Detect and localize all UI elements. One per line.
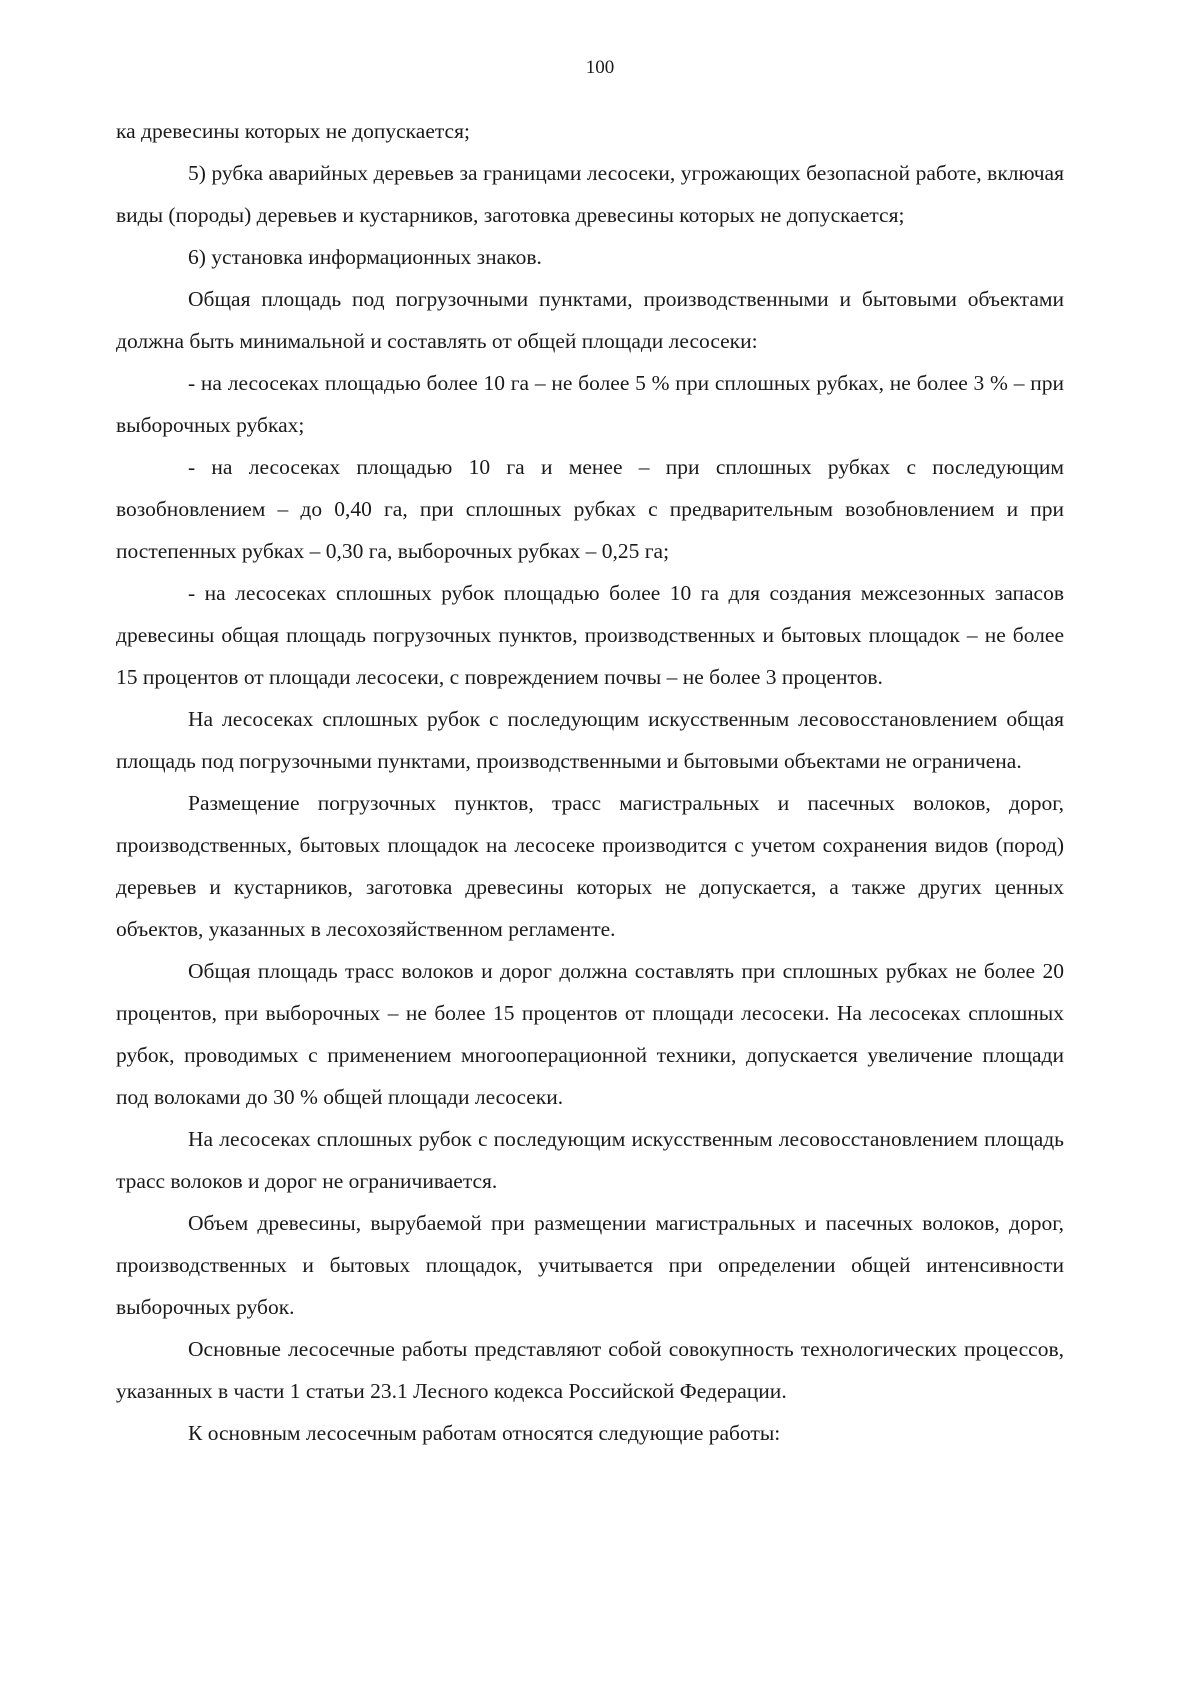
paragraph: - на лесосеках сплошных рубок площадью более 10 га для создания межсезонных запасов древесины общая площадь погрузочных пунктов, производственных и бытовых площадок – не более 15 процентов от площади лесосеки, с повреждением почвы – не более 3 процентов. bbox=[116, 581, 1064, 689]
paragraph: - на лесосеках площадью более 10 га – не более 5 % при сплошных рубках, не более 3 % – при выборочных рубках; bbox=[116, 371, 1064, 437]
paragraph: 6) установка информационных знаков. bbox=[188, 245, 542, 269]
paragraph: Общая площадь трасс волоков и дорог должна составлять при сплошных рубках не более 20 процентов, при выборочных – не более 15 процентов от площади лесосеки. На лесосеках сплошных рубок, проводимых с применением многооперационной техники, допускается увеличение площади под волоками до 30 % общей площади лесосеки. bbox=[116, 959, 1064, 1109]
paragraph: Объем древесины, вырубаемой при размещении магистральных и пасечных волоков, дорог, производственных и бытовых площадок, учитывается при определении общей интенсивности выборочных рубок. bbox=[116, 1211, 1064, 1319]
body-text bbox=[116, 110, 1064, 1454]
paragraph: Общая площадь под погрузочными пунктами, производственными и бытовыми объектами должна быть минимальной и составлять от общей площади лесосеки: bbox=[116, 287, 1064, 353]
page-number: 100 bbox=[585, 57, 615, 78]
paragraph: - на лесосеках площадью 10 га и менее – при сплошных рубках с последующим возобновлением – до 0,40 га, при сплошных рубках с предварительным возобновлением и при постепенных рубках – 0,30 га, выборочных рубках – 0,25 га; bbox=[116, 455, 1064, 563]
paragraph: К основным лесосечным работам относятся следующие работы: bbox=[188, 1421, 781, 1445]
paragraph: На лесосеках сплошных рубок с последующим искусственным лесовосстановлением общая площадь под погрузочными пунктами, производственными и бытовыми объектами не ограничена. bbox=[116, 707, 1064, 773]
paragraph: Основные лесосечные работы представляют собой совокупность технологических процессов, указанных в части 1 статьи 23.1 Лесного кодекса Российской Федерации. bbox=[116, 1337, 1064, 1403]
paragraph: На лесосеках сплошных рубок с последующим искусственным лесовосстановлением площадь трасс волоков и дорог не ограничивается. bbox=[116, 1127, 1064, 1193]
paragraph: ка древесины которых не допускается; bbox=[116, 119, 470, 143]
paragraph: 5) рубка аварийных деревьев за границами лесосеки, угрожающих безопасной работе, включая виды (породы) деревьев и кустарников, заготовка древесины которых не допускается; bbox=[116, 161, 1064, 227]
paragraph: Размещение погрузочных пунктов, трасс магистральных и пасечных волоков, дорог, производственных, бытовых площадок на лесосеке производится с учетом сохранения видов (пород) деревьев и кустарников, заготовка древесины которых не допускается, а также других ценных объектов, указанных в лесохозяйственном регламенте. bbox=[116, 791, 1064, 941]
